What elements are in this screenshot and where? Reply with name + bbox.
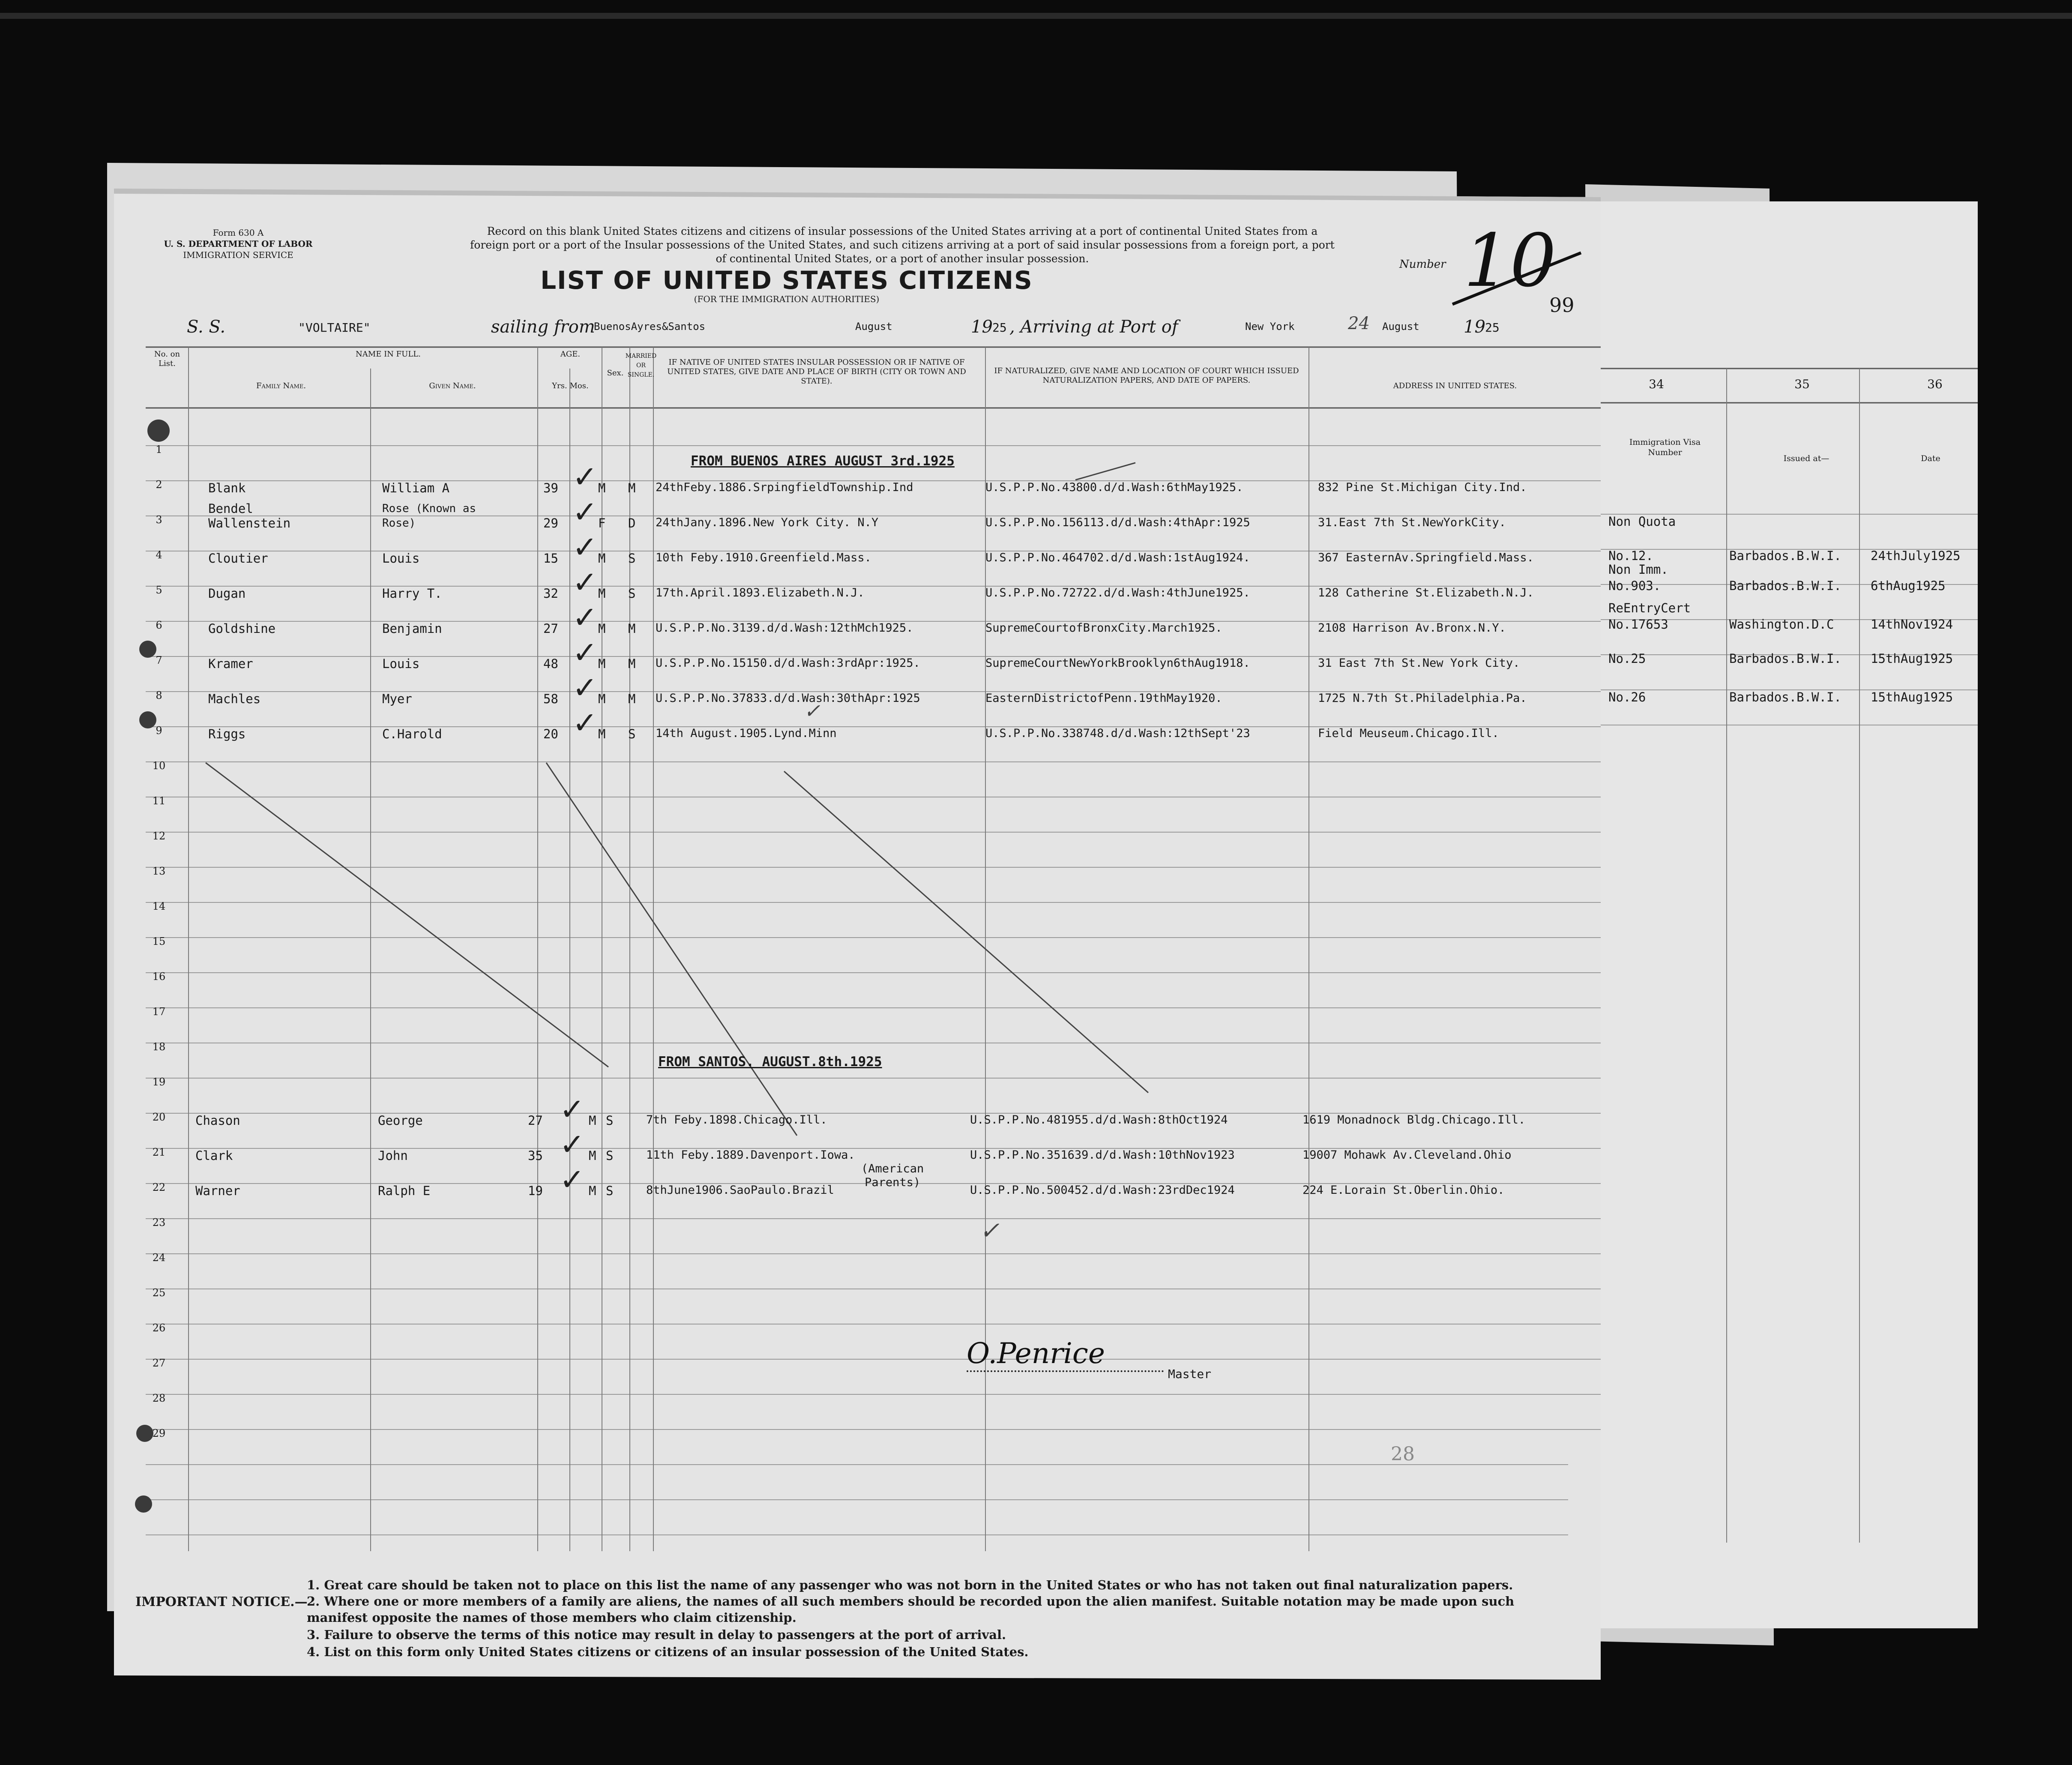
row-number: 26 [152, 1322, 166, 1334]
naturalization-info: U.S.P.P.No.481955.d/d.Wash:8thOct1924 [970, 1113, 1228, 1127]
family-name: Warner [195, 1184, 240, 1198]
row-number: 4 [156, 549, 162, 561]
given-name: George [378, 1113, 423, 1128]
marital-status: M [628, 656, 636, 671]
page-subtitle: (FOR THE IMMIGRATION AUTHORITIES) [694, 294, 880, 304]
family-name: Riggs [208, 727, 246, 741]
col-no-on-list: No. on List. [154, 350, 180, 368]
col-number: 34 [1649, 377, 1664, 391]
row-number: 13 [152, 865, 166, 877]
naturalization-info: SupremeCourtNewYorkBrooklyn6thAug1918. [985, 656, 1250, 670]
list-number: 10 [1464, 219, 1557, 303]
marital-status: S [628, 586, 636, 601]
row-number: 17 [152, 1006, 166, 1018]
us-address: 31.East 7th St.NewYorkCity. [1318, 516, 1506, 529]
row-number: 21 [152, 1146, 166, 1158]
sex: M [598, 621, 606, 636]
departure-month: August [855, 321, 892, 333]
col-number: 35 [1794, 377, 1810, 391]
birth-info: 7th Feby.1898.Chicago.Ill. [646, 1113, 827, 1127]
arrival-year-suffix: 25 [1485, 321, 1500, 335]
age: 58 [543, 692, 558, 706]
naturalization-info: U.S.P.P.No.43800.d/d.Wash:6thMay1925. [985, 481, 1243, 494]
visa-date: 15thAug1925 [1871, 651, 1953, 666]
record-note-line: Record on this blank United States citizens and citizens of insular possessions of the United States arriving at a port of continental United States from a [487, 225, 1318, 237]
visa-date: 14thNov1924 [1871, 617, 1953, 632]
marital-status: S [628, 727, 636, 741]
family-name: Chason [195, 1113, 240, 1128]
birth-info: U.S.P.P.No.3139.d/d.Wash:12thMch1925. [656, 621, 913, 635]
row-number: 18 [152, 1041, 166, 1053]
visa-number: Non Imm. No.903. [1608, 562, 1668, 593]
master-label: Master [1168, 1367, 1212, 1381]
row-number: 6 [156, 619, 162, 631]
col-issued-at: Issued at— [1783, 454, 1829, 463]
col-visa-number: Immigration Visa Number [1629, 438, 1701, 457]
row-number: 11 [152, 795, 166, 807]
age: 48 [543, 656, 558, 671]
birth-info: 24thFeby.1886.SrpingfieldTownship.Ind [656, 481, 913, 494]
sex: M [598, 481, 606, 495]
page-title: LIST OF UNITED STATES CITIZENS [540, 266, 1033, 295]
row-number: 29 [152, 1427, 166, 1439]
family-name: Blank [208, 481, 246, 495]
family-name: Clark [195, 1148, 233, 1163]
visa-issued-at: Washington.D.C [1729, 617, 1834, 632]
sex: M [589, 1148, 596, 1163]
check-mark: ✓ [572, 494, 598, 530]
sex: M [598, 692, 606, 706]
given-name: Louis [382, 551, 420, 566]
check-mark: ✓ [560, 1092, 585, 1127]
naturalization-info: U.S.P.P.No.156113.d/d.Wash:4thApr:1925 [985, 516, 1250, 529]
notice-label: IMPORTANT NOTICE.— [135, 1594, 308, 1609]
birth-info: 8thJune1906.SaoPaulo.Brazil [646, 1184, 834, 1197]
arrival-port: New York [1245, 321, 1295, 333]
birth-note: (American Parents) [861, 1162, 924, 1189]
manifest-form [114, 189, 1601, 1680]
check-mark: ✓ [572, 565, 598, 600]
visa-number: No.25 [1608, 651, 1646, 666]
birth-info: 24thJany.1896.New York City. N.Y [656, 516, 879, 529]
col-naturalization: IF NATURALIZED, GIVE NAME AND LOCATION OF COURT WHICH ISSUED NATURALIZATION PAPERS, AND DATE OF PAPERS. [994, 366, 1299, 385]
marital-status: S [606, 1184, 614, 1198]
row-number: 7 [156, 654, 162, 666]
family-name: Machles [208, 692, 261, 706]
visa-number: No.26 [1608, 690, 1646, 704]
us-address: 2108 Harrison Av.Bronx.N.Y. [1318, 621, 1506, 635]
signature-line [967, 1370, 1164, 1372]
marital-status: M [628, 621, 636, 636]
col-address: ADDRESS IN UNITED STATES. [1393, 381, 1517, 390]
row-number: 9 [156, 725, 162, 737]
departure-port: BuenosAyres&Santos [594, 321, 706, 333]
marital-status: M [628, 481, 636, 495]
us-address: 1725 N.7th St.Philadelphia.Pa. [1318, 692, 1527, 705]
check-mark: ✓ [572, 600, 598, 635]
col-name-in-full: NAME IN FULL. [356, 350, 421, 359]
master-signature: O.Penrice [967, 1337, 1105, 1370]
notice-item: 4. List on this form only United States citizens or citizens of an insular possession of the United States. [307, 1645, 1029, 1659]
section-buenos-aires: FROM BUENOS AIRES AUGUST 3rd.1925 [691, 453, 955, 469]
family-name: Bendel Wallenstein [208, 501, 291, 530]
row-number: 24 [152, 1252, 166, 1264]
visa-date: 24thJuly1925 [1871, 548, 1961, 563]
birth-info: 17th.April.1893.Elizabeth.N.J. [656, 586, 865, 599]
row-number: 22 [152, 1181, 166, 1193]
us-address: 19007 Mohawk Av.Cleveland.Ohio [1302, 1148, 1512, 1162]
birth-info: U.S.P.P.No.15150.d/d.Wash:3rdApr:1925. [656, 656, 920, 670]
col-family-name: Family Name. [256, 381, 306, 390]
form-id-block [148, 227, 328, 261]
age: 27 [528, 1113, 543, 1128]
departure-year-suffix: 25 [992, 321, 1007, 335]
row-number: 3 [156, 514, 162, 526]
record-note-line: foreign port or a port of the Insular possessions of the United States, and such citizens arriving at a port of said insular possessions from a foreign port, a port [470, 239, 1335, 251]
arrival-day: 24 [1348, 314, 1370, 333]
given-name: Benjamin [382, 621, 442, 636]
birth-info: 11th Feby.1889.Davenport.Iowa. [646, 1148, 855, 1162]
marital-status: D [628, 516, 636, 530]
age: 29 [543, 516, 558, 530]
family-name: Cloutier [208, 551, 268, 566]
us-address: 128 Catherine St.Elizabeth.N.J. [1318, 586, 1534, 599]
age: 27 [543, 621, 558, 636]
given-name: C.Harold [382, 727, 442, 741]
check-mark: ✓ [560, 1127, 585, 1162]
notice-item: 2. Where one or more members of a family are aliens, the names of all such members should be recorded upon the alien manifest. Suitable notation may be made upon such manifest opposite the names of those members who claim citizenship. [307, 1594, 1515, 1625]
page-mark: 99 [1549, 294, 1575, 317]
us-address: 832 Pine St.Michigan City.Ind. [1318, 481, 1527, 494]
naturalization-info: U.S.P.P.No.351639.d/d.Wash:10thNov1923 [970, 1148, 1235, 1162]
visa-continuation-sheet [1601, 300, 1978, 1628]
visa-issued-at: Barbados.B.W.I. [1729, 651, 1841, 666]
departure-year-prefix: 19 [971, 317, 993, 337]
check-mark: ✓ [572, 530, 598, 565]
record-instructions [354, 225, 1451, 266]
age: 39 [543, 481, 558, 495]
col-sex: Sex. [607, 369, 624, 378]
row-number: 8 [156, 689, 162, 701]
number-label: Number [1399, 258, 1446, 271]
given-name: Harry T. [382, 586, 442, 601]
age: 15 [543, 551, 558, 566]
row-number: 23 [152, 1217, 166, 1229]
naturalization-info: U.S.P.P.No.464702.d/d.Wash:1stAug1924. [985, 551, 1250, 564]
sex: M [598, 727, 606, 741]
birth-info: 14th August.1905.Lynd.Minn [656, 727, 837, 740]
marital-status: S [628, 551, 636, 566]
family-name: Dugan [208, 586, 246, 601]
arriving-label: , Arriving at Port of [1009, 317, 1178, 337]
department-name: U. S. DEPARTMENT OF LABOR [164, 239, 313, 249]
sailing-label: sailing from [491, 317, 595, 337]
marital-status: S [606, 1113, 614, 1128]
row-number: 2 [156, 479, 162, 491]
given-name: Louis [382, 656, 420, 671]
row-number: 16 [152, 971, 166, 983]
sex: M [589, 1113, 596, 1128]
col-number: 36 [1927, 377, 1943, 391]
row-number: 14 [152, 900, 166, 912]
visa-issued-at: Barbados.B.W.I. [1729, 578, 1841, 593]
us-address: 1619 Monadnock Bldg.Chicago.Ill. [1302, 1113, 1526, 1127]
sex: M [598, 586, 606, 601]
handwritten-annotation: ✓ [979, 1217, 1000, 1245]
us-address: 367 EasternAv.Springfield.Mass. [1318, 551, 1534, 564]
notice-item: 1. Great care should be taken not to place on this list the name of any passenger who was not born in the United States or who has not taken out final naturalization papers. [307, 1578, 1513, 1592]
sex: M [598, 656, 606, 671]
visa-issued-at: Barbados.B.W.I. [1729, 690, 1841, 704]
handwritten-annotation: ✓ [804, 699, 820, 722]
page-number: 28 [1391, 1443, 1415, 1465]
row-number: 12 [152, 830, 166, 842]
notice-item: 3. Failure to observe the terms of this notice may result in delay to passengers at the port of arrival. [307, 1627, 1006, 1642]
naturalization-info: EasternDistrictofPenn.19thMay1920. [985, 692, 1222, 705]
row-number: 28 [152, 1392, 166, 1404]
section-santos: FROM SANTOS. AUGUST.8th.1925 [658, 1054, 882, 1070]
col-date: Date [1921, 454, 1940, 463]
record-note-line: of continental United States, or a port of another insular possession. [716, 252, 1089, 265]
given-name: Ralph E [378, 1184, 431, 1198]
birth-info: 10th Feby.1910.Greenfield.Mass. [656, 551, 871, 564]
us-address: Field Meuseum.Chicago.Ill. [1318, 727, 1499, 740]
given-name: John [378, 1148, 408, 1163]
visa-issued-at: Barbados.B.W.I. [1729, 548, 1841, 563]
arrival-month: August [1382, 321, 1419, 333]
sex: F [598, 516, 606, 530]
age: 35 [528, 1148, 543, 1163]
given-name: Myer [382, 692, 412, 706]
arrival-year-prefix: 19 [1464, 317, 1485, 337]
family-name: Goldshine [208, 621, 276, 636]
ship-name: "VOLTAIRE" [298, 321, 371, 335]
col-yrs-mos: Yrs. Mos. [552, 381, 589, 390]
naturalization-info: SupremeCourtofBronxCity.March1925. [985, 621, 1222, 635]
form-number: Form 630 A [213, 228, 264, 238]
row-number: 25 [152, 1287, 166, 1299]
row-number: 5 [156, 584, 162, 596]
age: 20 [543, 727, 558, 741]
col-married-single: MARRIED OR SINGLE. [625, 353, 657, 378]
marital-status: S [606, 1148, 614, 1163]
visa-number: Non Quota [1608, 514, 1676, 529]
visa-date: 6thAug1925 [1871, 578, 1946, 593]
family-name: Kramer [208, 656, 253, 671]
row-number: 20 [152, 1111, 166, 1123]
given-name: William A [382, 481, 450, 495]
us-address: 224 E.Lorain St.Oberlin.Ohio. [1302, 1184, 1505, 1197]
ss-label: S. S. [187, 317, 226, 337]
sex: M [598, 551, 606, 566]
row-number: 19 [152, 1076, 166, 1088]
age: 19 [528, 1184, 543, 1198]
birth-info: U.S.P.P.No.37833.d/d.Wash:30thApr:1925 [656, 692, 920, 705]
visa-number: No.12. [1608, 548, 1653, 563]
col-age: AGE. [560, 350, 581, 359]
service-name: IMMIGRATION SERVICE [183, 250, 293, 260]
row-number: 15 [152, 935, 166, 947]
naturalization-info: U.S.P.P.No.72722.d/d.Wash:4thJune1925. [985, 586, 1250, 599]
check-mark: ✓ [572, 705, 598, 740]
age: 32 [543, 586, 558, 601]
us-address: 31 East 7th St.New York City. [1318, 656, 1520, 670]
col-birth-place: IF NATIVE OF UNITED STATES INSULAR POSSESSION OR IF NATIVE OF UNITED STATES, GIVE DATE AND PLACE OF BIRTH (CITY OR TOWN AND STATE). [667, 358, 966, 386]
row-number: 10 [152, 760, 166, 772]
row-number: 27 [152, 1357, 166, 1369]
marital-status: M [628, 692, 636, 706]
check-mark: ✓ [572, 459, 598, 494]
visa-number: ReEntryCert No.17653 [1608, 601, 1691, 632]
row-number: 1 [156, 443, 162, 455]
check-mark: ✓ [560, 1162, 585, 1197]
visa-date: 15thAug1925 [1871, 690, 1953, 704]
naturalization-info: U.S.P.P.No.500452.d/d.Wash:23rdDec1924 [970, 1184, 1235, 1197]
sex: M [589, 1184, 596, 1198]
given-name: Rose (Known as Rose) [382, 502, 476, 530]
naturalization-info: U.S.P.P.No.338748.d/d.Wash:12thSept'23 [985, 727, 1250, 740]
col-given-name: Given Name. [429, 381, 476, 390]
check-mark: ✓ [572, 635, 598, 670]
check-mark: ✓ [572, 670, 598, 705]
